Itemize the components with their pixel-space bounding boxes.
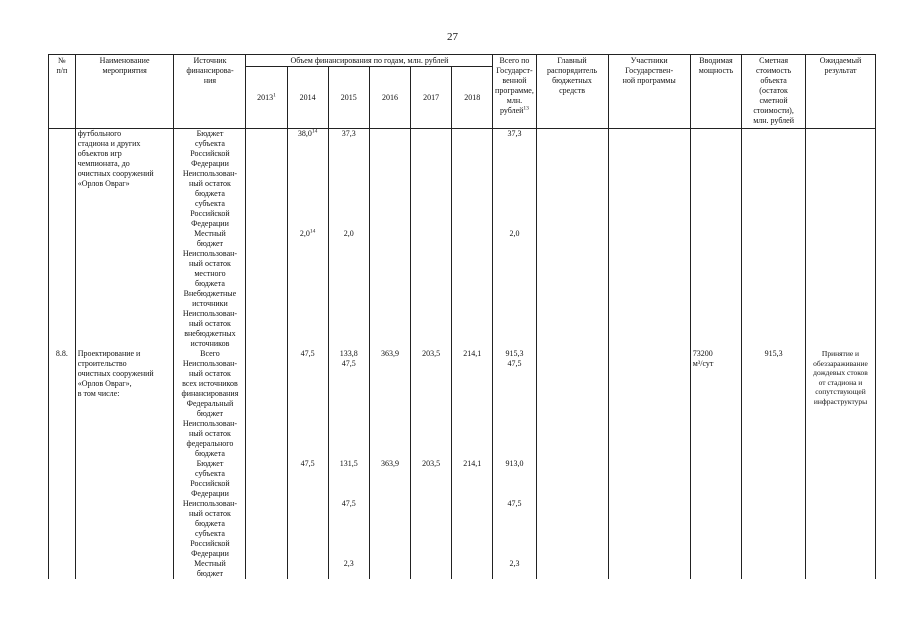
value-cell: 47,5 <box>287 349 328 359</box>
value-cell: 37,3 <box>493 129 536 170</box>
header-year: 2015 <box>328 67 369 129</box>
header-year: 2014 <box>287 67 328 129</box>
value-cell: 915,3 <box>493 349 536 359</box>
table-row <box>49 129 876 170</box>
header-funding-group: Объем финансирования по годам, млн. рублей <box>246 55 493 67</box>
value-cell: 47,5 <box>493 359 536 399</box>
source-label: Неиспользован- ный остаток федерального бюджета <box>174 419 246 459</box>
header-year: 2018 <box>452 67 493 129</box>
source-label: Неиспользован- ный остаток всех источников финансирования <box>174 359 246 399</box>
header-name: Наименование мероприятия <box>75 55 174 129</box>
value-cell: 203,5 <box>411 349 452 359</box>
activity-name: футбольного стадиона и других объектов игр чемпионата, до очистных сооружений «Орлов Овраг» <box>75 129 174 350</box>
page-number: 27 <box>447 31 458 43</box>
expected-result-cell: Принятие и обеззараживание дождевых стоков от стадиона и сопутствующей инфраструктуры <box>805 349 875 579</box>
capacity-cell: 73200 м³/сут <box>690 349 741 579</box>
table-header <box>49 55 876 129</box>
value-cell: 133,8 <box>328 349 369 359</box>
header-estimated-cost: Сметная стоимость объекта (остаток сметной стоимости), млн. рублей <box>742 55 806 129</box>
source-label: Местный бюджет <box>174 229 246 249</box>
value-cell: 2,3 <box>328 559 369 579</box>
source-label: Местный бюджет <box>174 559 246 579</box>
estimated-cost-cell: 915,3 <box>742 349 806 579</box>
value-cell: 38,0$^{14}$ <box>287 129 328 170</box>
header-no: № п/п <box>49 55 76 129</box>
value-cell: 131,5 <box>328 459 369 499</box>
header-year: 2017 <box>411 67 452 129</box>
source-label: Неиспользован- ный остаток бюджета субъекта Российской Федерации <box>174 169 246 229</box>
value-cell: 214,1 <box>452 349 493 359</box>
value-cell: 214,1 <box>452 459 493 499</box>
header-expected-result: Ожидаемый результат <box>805 55 875 129</box>
source-label: Бюджет субъекта Российской Федерации <box>174 459 246 499</box>
value-cell: 47,5 <box>328 359 369 399</box>
value-cell: 913,0 <box>493 459 536 499</box>
header-participants: Участники Государствен- ной программы <box>608 55 690 129</box>
value-cell: 2,0 <box>493 229 536 249</box>
value-cell: 47,5 <box>493 499 536 559</box>
source-label: Бюджет субъекта Российской Федерации <box>174 129 246 170</box>
header-year: 2016 <box>369 67 410 129</box>
header-capacity: Вводимая мощность <box>690 55 741 129</box>
funding-table <box>48 54 876 579</box>
value-cell: 2,0 <box>328 229 369 249</box>
value-cell: 203,5 <box>411 459 452 499</box>
value-cell: 2,3 <box>493 559 536 579</box>
header-year: 2013$^1$ <box>246 67 287 129</box>
source-label: Всего <box>174 349 246 359</box>
activity-name: Проектирование и строительство очистных сооружений «Орлов Овраг», в том числе: <box>75 349 174 579</box>
value-cell: 363,9 <box>369 349 410 359</box>
value-cell: 47,5 <box>328 499 369 559</box>
row-number: 8.8. <box>49 349 76 579</box>
value-cell: 47,5 <box>287 459 328 499</box>
source-label: Неиспользован- ный остаток местного бюджета <box>174 249 246 289</box>
value-cell: $2,0^{14}$ <box>287 229 328 249</box>
table-row <box>49 349 876 359</box>
source-label: Неиспользован- ный остаток бюджета субъекта Российской Федерации <box>174 499 246 559</box>
source-label: Внебюджетные источники <box>174 289 246 309</box>
source-label: Федеральный бюджет <box>174 399 246 419</box>
value-cell: 363,9 <box>369 459 410 499</box>
header-source: Источник финансирова- ния <box>174 55 246 129</box>
value-cell: 37,3 <box>328 129 369 170</box>
header-main-manager: Главный распорядитель бюджетных средств <box>536 55 608 129</box>
header-total: Всего по Государст- венной программе, млн. рублей$^{13}$ <box>493 55 536 129</box>
source-label: Неиспользован- ный остаток внебюджетных источников <box>174 309 246 349</box>
